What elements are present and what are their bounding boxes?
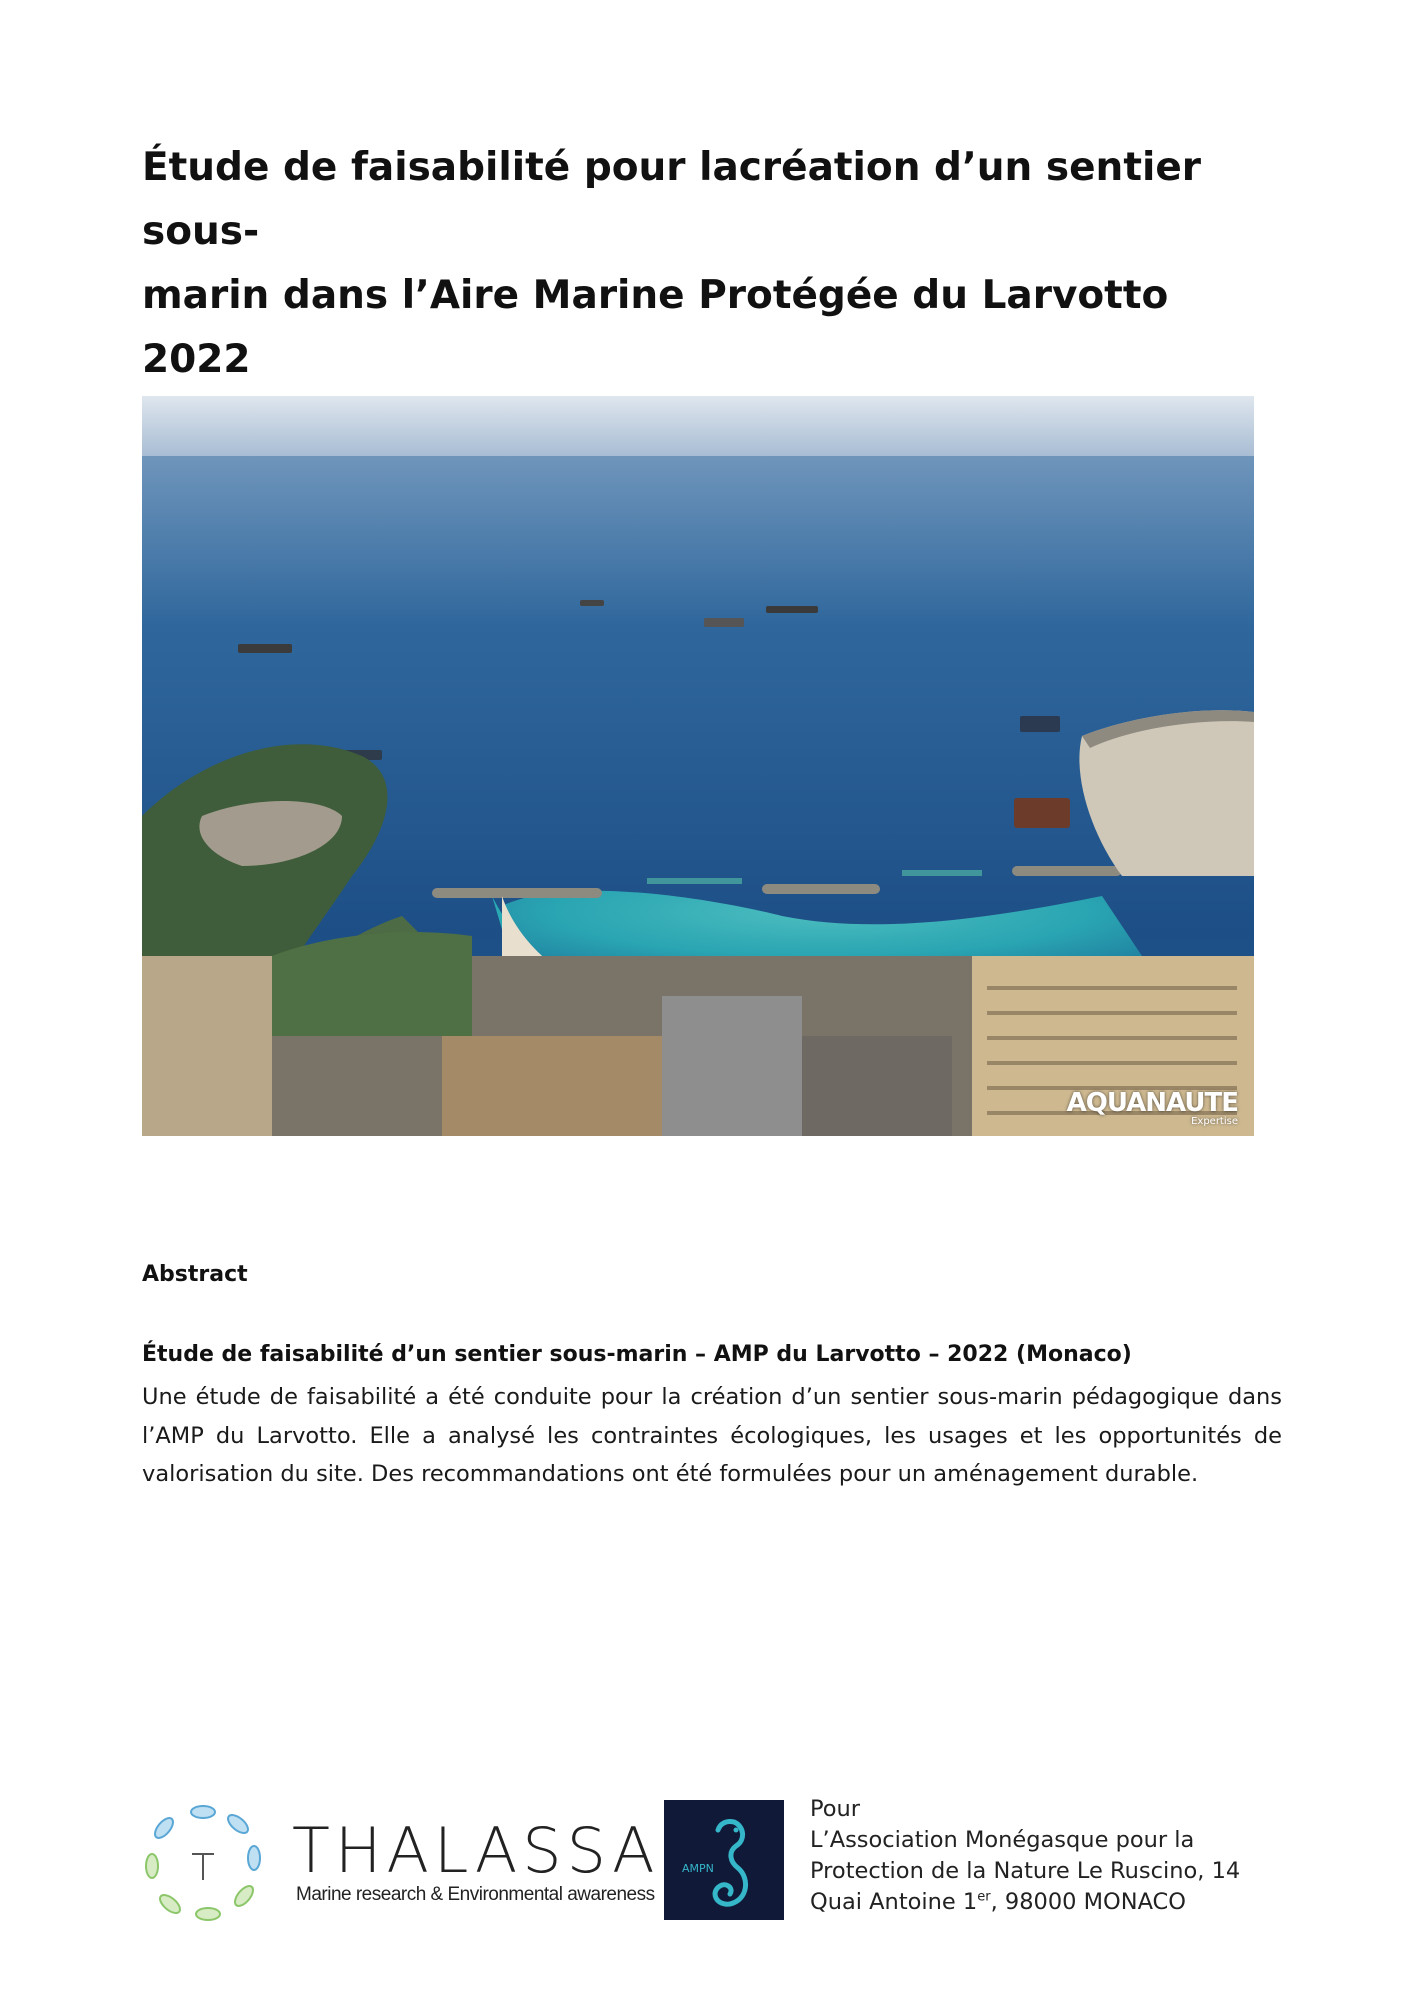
seahorse-icon [664, 1800, 784, 1920]
watermark-sub: Expertise [1191, 1116, 1238, 1127]
watermark-main: AQUANAUTE [1066, 1088, 1238, 1118]
abstract-subtitle: Étude de faisabilité d’un sentier sous-marin – AMP du Larvotto – 2022 (Monaco) [142, 1342, 1132, 1367]
title-line-2: marin dans l’Aire Marine Protégée du Larvotto [142, 273, 1169, 318]
title-line-1: Étude de faisabilité pour lacréation d’un sentier sous- [142, 145, 1202, 254]
aerial-photo-illustration [142, 396, 1254, 1136]
title-line-3: 2022 [142, 337, 251, 382]
abstract-body: Une étude de faisabilité a été conduite pour la création d’un sentier sous-marin pédagogique dans l’AMP du Larvotto. Elle a analysé les contraintes écologiques, les usages et les opportunités de valorisation du site. Des recommandations ont été formulées pour un aménagement durable. [142, 1384, 1282, 1487]
pour-line-2: L’Association Monégasque pour la [810, 1827, 1195, 1853]
thalassa-tagline: Marine research & Environmental awareness [296, 1884, 655, 1905]
ampn-seahorse-logo [664, 1800, 784, 1920]
abstract-heading: Abstract [142, 1262, 248, 1287]
pour-line-4-pre: Quai Antoine 1 [810, 1889, 978, 1915]
thalassa-fish-ring-logo [140, 1800, 266, 1926]
thalassa-name: THALASSA [292, 1814, 660, 1887]
document-title [142, 136, 1292, 392]
pour-line-3: Protection de la Nature Le Ruscino, 14 [810, 1858, 1241, 1884]
ampn-label: AMPN [682, 1862, 714, 1875]
aquanaute-watermark [1067, 1090, 1238, 1128]
aerial-photo-larvotto [142, 396, 1254, 1136]
recipient-address [810, 1794, 1290, 1918]
pour-line-4 [810, 1887, 1290, 1918]
pour-line-1: Pour [810, 1796, 861, 1822]
pour-line-4-post: , 98000 MONACO [990, 1889, 1186, 1915]
pour-line-4-sup: er [977, 1889, 991, 1905]
